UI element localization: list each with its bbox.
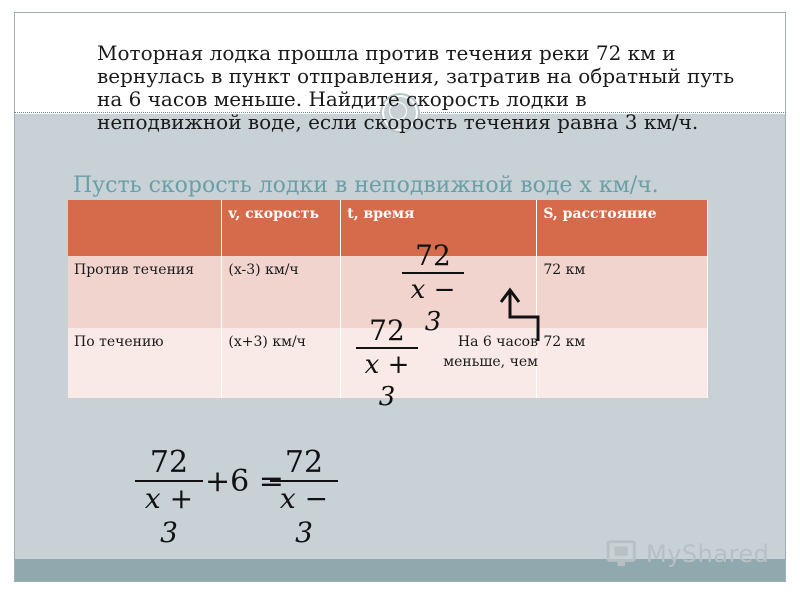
assumption-text: Пусть скорость лодки в неподвижной воде x км/ч. (73, 173, 659, 198)
fraction-denominator: x + 3 (144, 482, 194, 549)
fraction-numerator: 72 (149, 445, 189, 480)
header-time: t, время (341, 200, 537, 256)
fraction-denominator: x − 3 (279, 482, 329, 549)
row-speed: (x+3) км/ч (222, 328, 341, 398)
header-speed: v, скорость (222, 200, 341, 256)
row-label: Против течения (68, 256, 222, 328)
header-empty (68, 200, 222, 256)
problem-text: Моторная лодка прошла против течения реки 72 км и вернулась в пункт отправления, затратив на обратный путь на 6 часов меньше. Найдите скорость лодки в неподвижной воде, если скорость течения равна 3 км/ч. (97, 41, 735, 134)
bracket-arrow-icon (496, 285, 546, 345)
equation-operator: +6 = (205, 464, 284, 499)
row-distance: 72 км (537, 256, 708, 328)
fraction-numerator: 72 (369, 314, 405, 347)
equation-left-fraction (135, 446, 203, 550)
table-header-row (68, 200, 708, 256)
row-distance: 72 км (537, 328, 708, 398)
fraction-denominator: x − 3 (410, 275, 456, 337)
fraction-numerator: 72 (284, 445, 324, 480)
difference-note: На 6 часов меньше, чем (443, 334, 538, 370)
fraction-numerator: 72 (415, 239, 451, 272)
row-speed: (x-3) км/ч (222, 256, 341, 328)
logo-text: MyShared (646, 540, 770, 568)
myshared-logo-icon (604, 538, 644, 568)
header-distance: S, расстояние (537, 200, 708, 256)
equation-right-fraction (270, 446, 338, 550)
row-label: По течению (68, 328, 222, 398)
fraction-denominator: x + 3 (364, 350, 410, 412)
